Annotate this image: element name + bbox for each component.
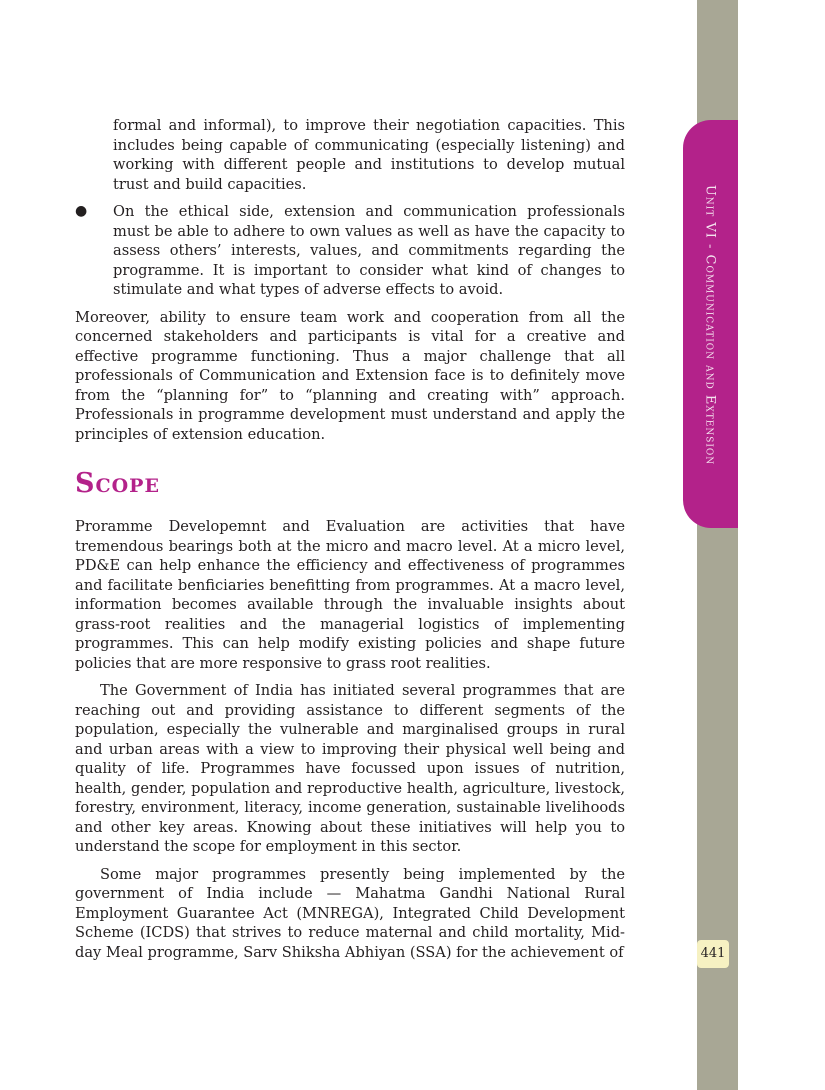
scope-paragraph-1: Proramme Developemnt and Evaluation are activities that have tremendous bearings both at the micro and macro level. At a micro level, PD&E can help enhance the efficiency and effectiveness of programmes and facilitate benficiaries benefitting from programmes. At a macro level, information becomes available through the invaluable insights about grass-root realities and the managerial logistics of implementing programmes. This can help modify existing policies and shape future policies that are more responsive to grass root realities.: [75, 518, 625, 672]
bullet-item: [75, 202, 625, 300]
bullet-text: On the ethical side, extension and communication professionals must be able to adhere to own values as well as have the capacity to assess others’ interests, values, and commitments regarding the programme. It is important to consider what kind of changes to stimulate and what types of adverse effects to avoid.: [113, 203, 625, 298]
scope-paragraph-3: Some major programmes presently being implemented by the government of India include — Mahatma Gandhi National Rural Employment Guarantee Act (MNREGA), Integrated Child Development Scheme (ICDS) that strives to reduce maternal and child mortality, Mid-day Meal programme, Sarv Shiksha Abhiyan (SSA) for the achievement of: [75, 865, 625, 961]
bullet-icon: ●: [75, 203, 88, 219]
continued-paragraph: formal and informal), to improve their negotiation capacities. This includes being capable of communicating (especially listening) and working with different people and institutions to develop mutual trust and build capacities.: [113, 117, 625, 193]
section-heading-scope: Scope: [75, 468, 160, 499]
page-number: 441: [697, 940, 729, 968]
scope-paragraph-2: The Government of India has initiated several programmes that are reaching out and providing assistance to different segments of the population, especially the vulnerable and marginalised groups in rural and urban areas with a view to improving their physical well being and quality of life. Programmes have focussed upon issues of nutrition, health, gender, population and reproductive health, agriculture, livestock, forestry, environment, literacy, income generation, sustainable livelihoods and other key areas. Knowing about these initiatives will help you to understand the scope for employment in this sector.: [75, 682, 625, 855]
page-content: [75, 116, 625, 970]
paragraph-moreover: Moreover, ability to ensure team work and cooperation from all the concerned stakeholders and participants is vital for a creative and effective programme functioning. Thus a major challenge that all professionals of Communication and Extension face is to definitely move from the “planning for” to “planning and creating with” approach. Professionals in programme development must understand and apply the principles of extension education.: [75, 308, 625, 443]
unit-tab-label: Unit VI - Communication and Extension: [702, 184, 718, 466]
